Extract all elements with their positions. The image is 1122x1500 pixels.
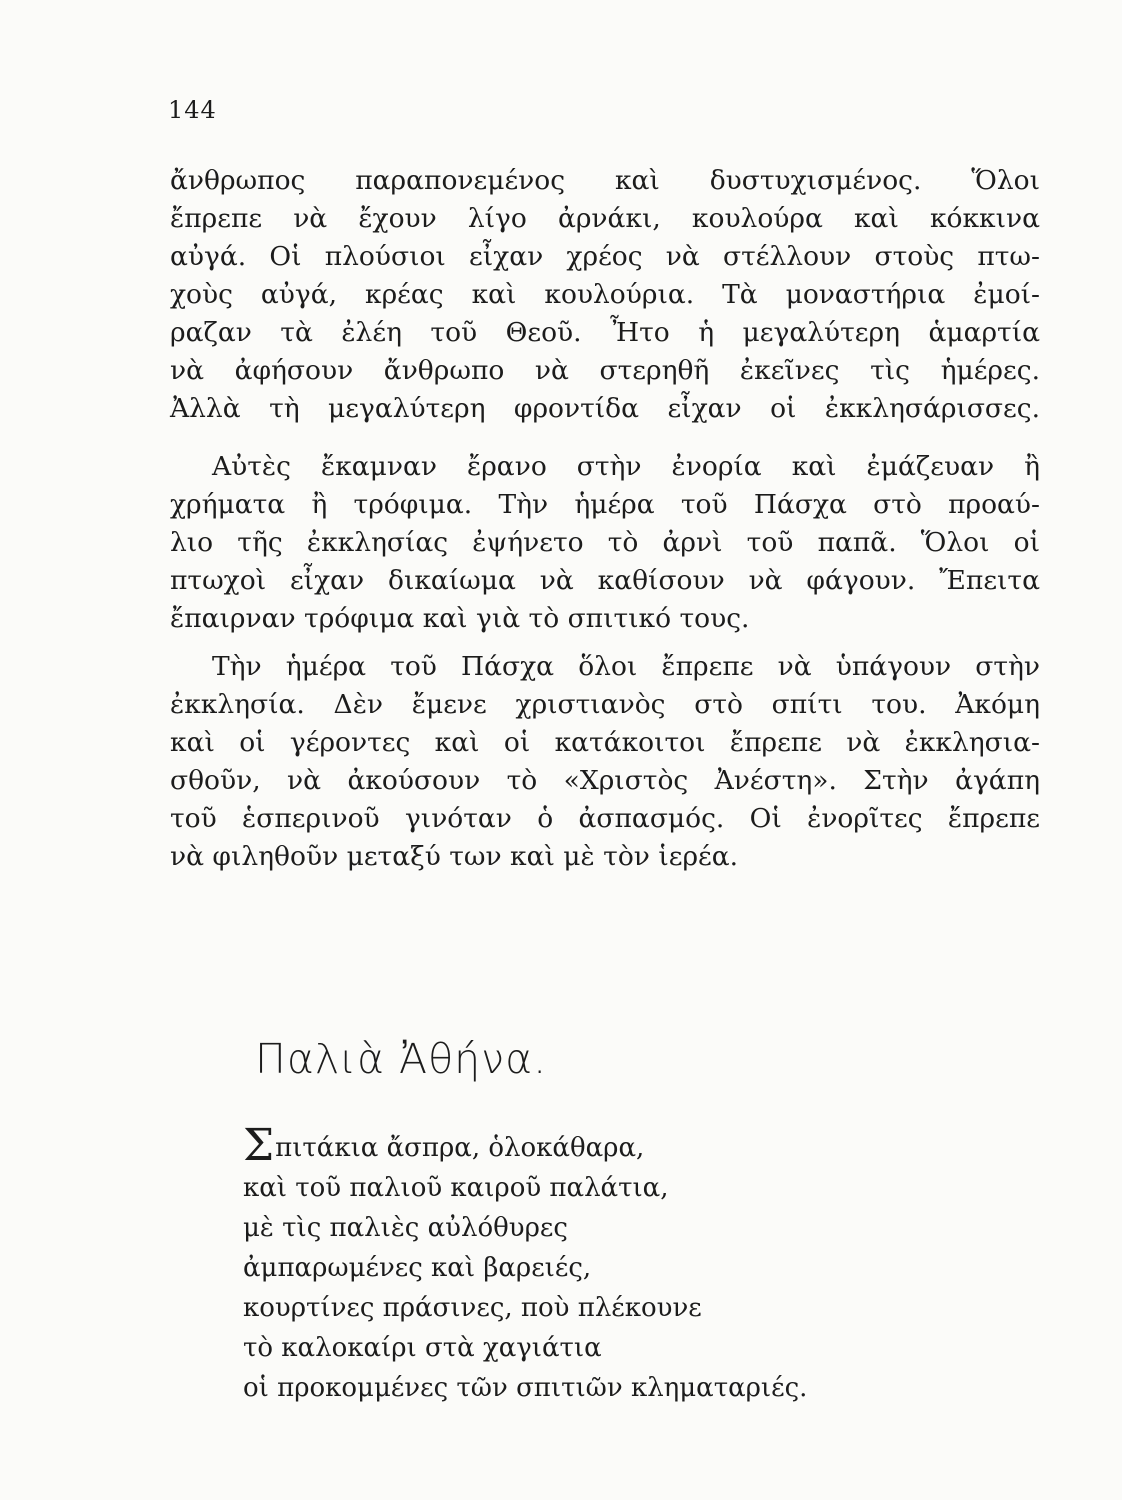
poem-line: μὲ τὶς παλιὲς αὐλόθυρες [243, 1213, 568, 1243]
text-line: καὶ οἱ γέροντες καὶ οἱ κατάκοιτοι ἔπρεπε νὰ ἐκκλησια- [170, 727, 1040, 758]
text-line: ἔπαιρναν τρόφιμα καὶ γιὰ τὸ σπιτικό τους. [170, 603, 750, 634]
poem-line [243, 1120, 807, 1171]
text-line: σθοῦν, νὰ ἀκούσουν τὸ «Χριστὸς Ἀνέστη». Στὴν ἀγάπη [170, 765, 1040, 796]
text-line: τοῦ ἑσπερινοῦ γινόταν ὁ ἀσπασμός. Οἱ ἐνορῖτες ἔπρεπε [170, 803, 1040, 834]
poem [243, 1120, 808, 1408]
text-line: νὰ ἀφήσουν ἄνθρωπο νὰ στερηθῆ ἐκεῖνες τὶς ἡμέρες. [170, 355, 1040, 386]
text-line: Ἀλλὰ τὴ μεγαλύτερη φροντίδα εἶχαν οἱ ἐκκλησάρισσες. [170, 393, 1040, 424]
poem-line: ἀμπαρωμένες καὶ βαρειές, [243, 1253, 592, 1283]
text-line: αὐγά. Οἱ πλούσιοι εἶχαν χρέος νὰ στέλλουν στοὺς πτω- [170, 241, 1040, 272]
page-number: 144 [168, 96, 217, 124]
text-line: ἔπρεπε νὰ ἔχουν λίγο ἀρνάκι, κουλούρα καὶ κόκκινα [170, 203, 1040, 234]
text-line: χοὺς αὐγά, κρέας καὶ κουλούρια. Τὰ μοναστήρια ἐμοί- [170, 279, 1040, 310]
poem-line: καὶ τοῦ παλιοῦ καιροῦ παλάτια, [243, 1173, 669, 1203]
text-line: ἐκκλησία. Δὲν ἔμενε χριστιανὸς στὸ σπίτι του. Ἀκόμη [170, 689, 1040, 720]
text-line: Τὴν ἡμέρα τοῦ Πάσχα ὅλοι ἔπρεπε νὰ ὑπάγουν στὴν [212, 651, 1040, 682]
text-line: νὰ φιληθοῦν μεταξύ των καὶ μὲ τὸν ἱερέα. [170, 841, 739, 872]
poem-line: τὸ καλοκαίρι στὰ χαγιάτια [243, 1333, 602, 1363]
paragraph-1 [170, 162, 1040, 428]
paragraph-3 [170, 648, 1040, 876]
text-line: ἄνθρωπος παραπονεμένος καὶ δυστυχισμένος. Ὅλοι [170, 165, 1040, 196]
text-line: λιο τῆς ἐκκλησίας ἐψήνετο τὸ ἀρνὶ τοῦ παπᾶ. Ὅλοι οἱ [170, 527, 1040, 558]
text-line: χρήματα ἢ τρόφιμα. Τὴν ἡμέρα τοῦ Πάσχα στὸ προαύ- [170, 489, 1040, 520]
section-heading: Παλιὰ Ἀθήνα. [255, 1035, 548, 1083]
text-line: ραζαν τὰ ἐλέη τοῦ Θεοῦ. Ἦτο ἡ μεγαλύτερη ἁμαρτία [170, 317, 1040, 348]
text-line: Αὐτὲς ἔκαμναν ἔρανο στὴν ἐνορία καὶ ἐμάζευαν ἢ [212, 451, 1040, 482]
poem-line: οἱ προκομμένες τῶν σπιτιῶν κληματαριές. [243, 1373, 808, 1403]
text-line: πτωχοὶ εἶχαν δικαίωμα νὰ καθίσουν νὰ φάγουν. Ἔπειτα [170, 565, 1040, 596]
poem-line: κουρτίνες πράσινες, ποὺ πλέκουνε [243, 1293, 702, 1323]
paragraph-2 [170, 448, 1040, 638]
drop-cap: Σ [243, 1120, 275, 1171]
poem-line-text: πιτάκια ἄσπρα, ὁλοκάθαρα, [275, 1133, 645, 1163]
